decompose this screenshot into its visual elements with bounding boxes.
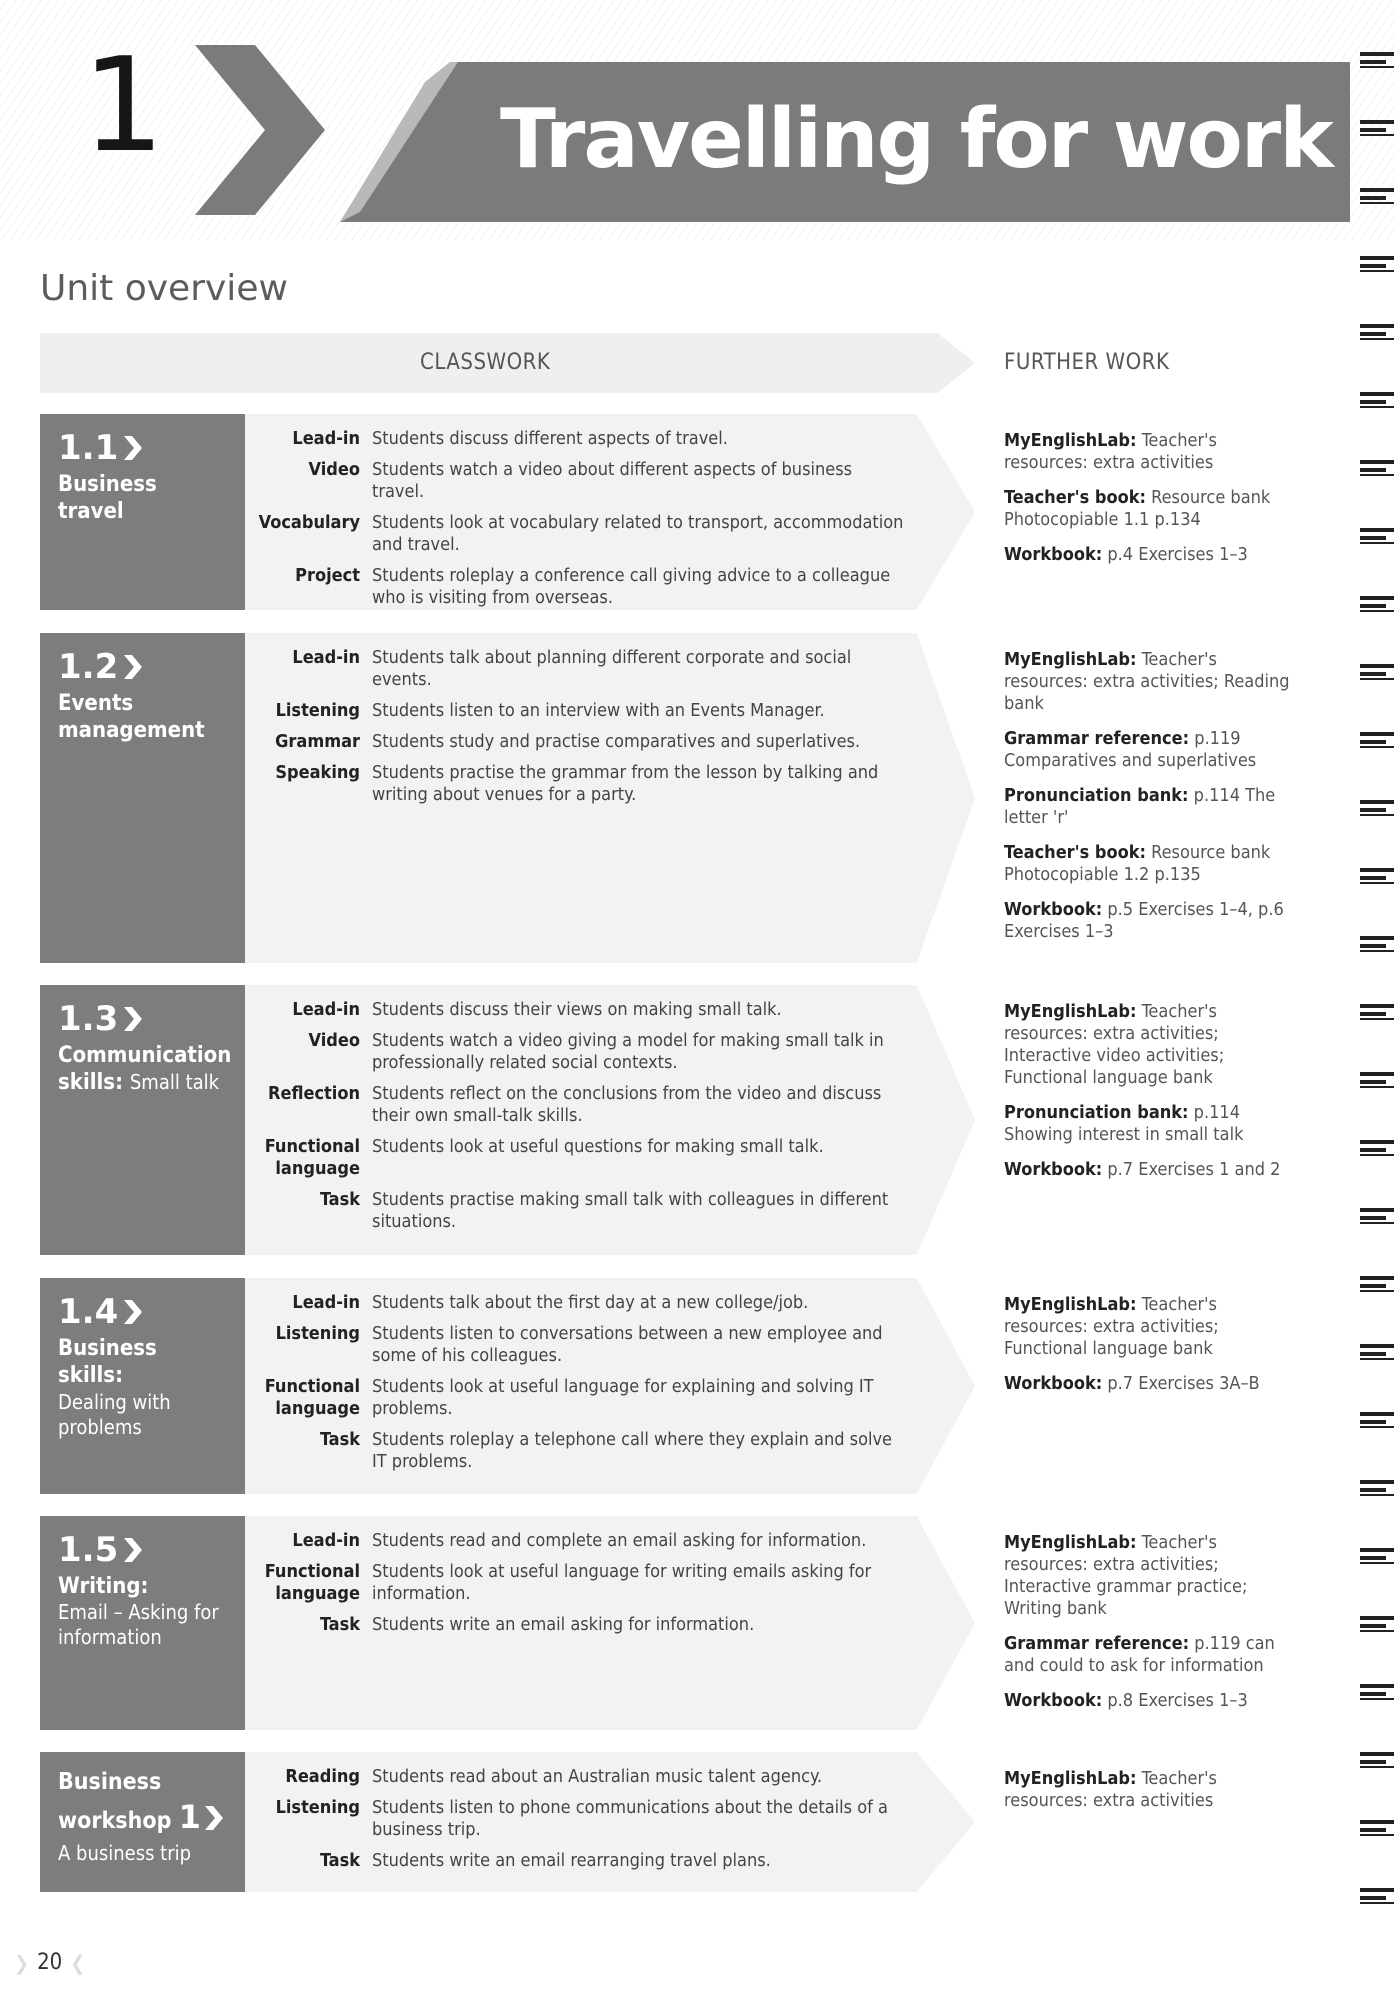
binding-mark: [1360, 1070, 1394, 1090]
section-title: Unit overview: [40, 268, 288, 309]
classwork-rows: [250, 1766, 970, 1881]
classwork-row: [250, 1136, 970, 1180]
activity-text: Students reflect on the conclusions from the video and discuss their own small-talk skills.: [372, 1083, 882, 1126]
further-work-1-2: [1004, 649, 1304, 956]
binding-mark: [1360, 1410, 1394, 1430]
classwork-row: [250, 1850, 970, 1872]
chevron-right-icon: [124, 1300, 142, 1324]
activity-text: Students write an email asking for information.: [372, 1614, 755, 1635]
classwork-rows: [250, 999, 970, 1242]
business-workshop-1: [40, 1752, 975, 1892]
activity-text: Students watch a video about different aspects of business travel.: [372, 459, 853, 502]
binding-mark: [1360, 1818, 1394, 1838]
binding-mark: [1360, 730, 1394, 750]
chevron-right-icon: [124, 1007, 142, 1031]
binding-mark: [1360, 526, 1394, 546]
further-work-1-5: [1004, 1532, 1304, 1725]
classwork-row: [250, 459, 970, 503]
classwork-row: [250, 762, 970, 806]
further-item: MyEnglishLab: Teacher's resources: extra activities; Interactive video activities; Functional language bank: [1004, 1001, 1225, 1088]
further-item: Workbook: p.5 Exercises 1–4, p.6 Exercises 1–3: [1004, 899, 1284, 942]
classwork-row: [250, 1376, 970, 1420]
binding-mark: [1360, 1478, 1394, 1498]
lesson-number: 1.2: [58, 647, 119, 687]
further-item: MyEnglishLab: Teacher's resources: extra activities: [1004, 1768, 1217, 1811]
binding-mark: [1360, 1886, 1394, 1906]
binding-mark: [1360, 1614, 1394, 1634]
binding-mark: [1360, 1274, 1394, 1294]
binding-mark: [1360, 594, 1394, 614]
further-item: Grammar reference: p.119 Comparatives and superlatives: [1004, 728, 1257, 771]
activity-text: Students roleplay a conference call giving advice to a colleague who is visiting from overseas.: [372, 565, 891, 608]
activity-label: Task: [319, 1614, 360, 1635]
classwork-row: [250, 700, 970, 722]
activity-text: Students write an email rearranging travel plans.: [372, 1850, 771, 1871]
lesson-subtitle: Email – Asking for information: [58, 1600, 219, 1650]
chevron-right-icon: [124, 655, 142, 679]
binding-mark: [1360, 50, 1394, 70]
activity-label: Task: [319, 1850, 360, 1871]
activity-text: Students watch a video giving a model for making small talk in professionally related social contexts.: [372, 1030, 884, 1073]
binding-mark: [1360, 934, 1394, 954]
classwork-row: [250, 1766, 970, 1788]
lesson-number: 1.4: [58, 1292, 119, 1332]
activity-text: Students practise making small talk with colleagues in different situations.: [372, 1189, 889, 1232]
lesson-tab: [40, 985, 245, 1255]
unit-title: Travelling for work: [500, 92, 1332, 187]
activity-label: Lead-in: [292, 428, 360, 449]
activity-label: Lead-in: [292, 999, 360, 1020]
activity-text: Students discuss different aspects of travel.: [372, 428, 728, 449]
activity-label: Functional language: [264, 1561, 360, 1604]
lesson-name: Communication skills: Small talk: [58, 1042, 232, 1096]
lesson-tab: [40, 633, 245, 963]
classwork-row: [250, 1797, 970, 1841]
activity-text: Students practise the grammar from the lesson by talking and writing about venues for a party.: [372, 762, 879, 805]
lesson-subtitle: A business trip: [58, 1840, 192, 1865]
classwork-row: [250, 1561, 970, 1605]
activity-label: Lead-in: [292, 1292, 360, 1313]
lesson-subtitle: Small talk: [129, 1070, 220, 1095]
classwork-rows: [250, 1530, 970, 1645]
further-item: Workbook: p.7 Exercises 1 and 2: [1004, 1159, 1281, 1180]
binding-mark: [1360, 1546, 1394, 1566]
binding-mark: [1360, 458, 1394, 478]
activity-label: Video: [308, 459, 360, 480]
classwork-row: [250, 1292, 970, 1314]
further-work-1-1: [1004, 430, 1304, 579]
classwork-rows: [250, 1292, 970, 1482]
lesson-1-3: [40, 985, 975, 1255]
further-item: Pronunciation bank: p.114 The letter 'r': [1004, 785, 1276, 828]
activity-text: Students listen to phone communications about the details of a business trip.: [372, 1797, 888, 1840]
activity-label: Task: [319, 1189, 360, 1210]
classwork-row: [250, 512, 970, 556]
binding-mark: [1360, 1206, 1394, 1226]
lesson-number: 1.1: [58, 428, 119, 468]
lesson-name: Business workshop 1: [58, 1768, 227, 1837]
further-work-1-4: [1004, 1294, 1304, 1408]
activity-label: Project: [295, 565, 360, 586]
activity-text: Students read about an Australian music talent agency.: [372, 1766, 823, 1787]
classwork-row: [250, 731, 970, 753]
lesson-1-1: [40, 414, 975, 610]
activity-label: Task: [319, 1429, 360, 1450]
lesson-1-4: [40, 1278, 975, 1494]
lesson-tab: [40, 1278, 245, 1494]
classwork-heading: CLASSWORK: [420, 350, 551, 375]
activity-label: Speaking: [275, 762, 360, 783]
classwork-row: [250, 999, 970, 1021]
lesson-tab: [40, 1516, 245, 1730]
chevron-right-icon: ❯: [14, 1950, 30, 1975]
further-item: MyEnglishLab: Teacher's resources: extra activities: [1004, 430, 1217, 473]
binding-mark: [1360, 866, 1394, 886]
chevron-left-icon: ❮: [70, 1950, 86, 1975]
classwork-row: [250, 1189, 970, 1233]
unit-number: 1: [82, 29, 165, 181]
lesson-name: Business skills:: [58, 1335, 157, 1389]
further-item: Teacher's book: Resource bank Photocopiable 1.1 p.134: [1004, 487, 1271, 530]
lesson-name: Business travel: [58, 471, 157, 525]
further-item: Workbook: p.8 Exercises 1–3: [1004, 1690, 1248, 1711]
binding-mark: [1360, 1750, 1394, 1770]
classwork-row: [250, 647, 970, 691]
binding-mark: [1360, 1138, 1394, 1158]
further-item: Grammar reference: p.119 can and could to ask for information: [1004, 1633, 1275, 1676]
further-work-heading: FURTHER WORK: [1004, 350, 1170, 375]
activity-label: Listening: [275, 700, 360, 721]
lesson-subtitle: Dealing with problems: [58, 1389, 171, 1439]
activity-text: Students listen to conversations between a new employee and some of his colleagues.: [372, 1323, 883, 1366]
classwork-row: [250, 1429, 970, 1473]
activity-text: Students read and complete an email asking for information.: [372, 1530, 867, 1551]
classwork-row: [250, 1083, 970, 1127]
activity-text: Students talk about planning different corporate and social events.: [372, 647, 852, 690]
classwork-row: [250, 1614, 970, 1636]
chevron-right-icon: [124, 1538, 142, 1562]
lesson-1-2: [40, 633, 975, 963]
activity-text: Students look at useful language for writing emails asking for information.: [372, 1561, 872, 1604]
lesson-number: 1.5: [58, 1530, 119, 1570]
activity-text: Students look at useful questions for making small talk.: [372, 1136, 824, 1157]
classwork-row: [250, 565, 970, 609]
activity-text: Students look at useful language for explaining and solving IT problems.: [372, 1376, 874, 1419]
classwork-row: [250, 1530, 970, 1552]
binding-mark: [1360, 1682, 1394, 1702]
activity-text: Students discuss their views on making small talk.: [372, 999, 782, 1020]
lesson-name: Writing:: [58, 1573, 149, 1599]
classwork-rows: [250, 647, 970, 815]
lesson-number: 1.3: [58, 999, 119, 1039]
unit-chevron-icon: [195, 45, 325, 215]
further-work-1-3: [1004, 1001, 1304, 1194]
classwork-rows: [250, 428, 970, 618]
activity-text: Students listen to an interview with an Events Manager.: [372, 700, 825, 721]
binding-mark: [1360, 662, 1394, 682]
binding-mark: [1360, 390, 1394, 410]
activity-text: Students roleplay a telephone call where they explain and solve IT problems.: [372, 1429, 893, 1472]
binding-mark: [1360, 1342, 1394, 1362]
further-item: Workbook: p.4 Exercises 1–3: [1004, 544, 1248, 565]
activity-text: Students talk about the first day at a new college/job.: [372, 1292, 809, 1313]
classwork-row: [250, 1030, 970, 1074]
binding-mark: [1360, 186, 1394, 206]
binding-mark: [1360, 322, 1394, 342]
activity-label: Reflection: [268, 1083, 360, 1104]
binding-mark: [1360, 1002, 1394, 1022]
activity-label: Reading: [285, 1766, 360, 1787]
further-item: MyEnglishLab: Teacher's resources: extra activities; Reading bank: [1004, 649, 1290, 714]
chevron-right-icon: [205, 1806, 223, 1830]
binding-mark: [1360, 798, 1394, 818]
lesson-tab: [40, 1752, 245, 1892]
page-number-text: 20: [37, 1950, 63, 1975]
further-work-workshop: [1004, 1768, 1304, 1825]
activity-text: Students study and practise comparatives and superlatives.: [372, 731, 861, 752]
activity-label: Lead-in: [292, 1530, 360, 1551]
page-number: [14, 1950, 85, 1975]
activity-label: Video: [308, 1030, 360, 1051]
activity-label: Listening: [275, 1797, 360, 1818]
workshop-number: 1: [178, 1797, 201, 1836]
further-item: Pronunciation bank: p.114 Showing interest in small talk: [1004, 1102, 1244, 1145]
binding-marks: [1348, 50, 1394, 1950]
classwork-row: [250, 1323, 970, 1367]
activity-text: Students look at vocabulary related to transport, accommodation and travel.: [372, 512, 904, 555]
activity-label: Grammar: [275, 731, 360, 752]
further-item: Teacher's book: Resource bank Photocopiable 1.2 p.135: [1004, 842, 1271, 885]
further-item: Workbook: p.7 Exercises 3A–B: [1004, 1373, 1260, 1394]
further-item: MyEnglishLab: Teacher's resources: extra activities; Functional language bank: [1004, 1294, 1219, 1359]
classwork-row: [250, 428, 970, 450]
binding-mark: [1360, 118, 1394, 138]
further-item: MyEnglishLab: Teacher's resources: extra activities; Interactive grammar practice; Writing bank: [1004, 1532, 1248, 1619]
binding-mark: [1360, 254, 1394, 274]
activity-label: Lead-in: [292, 647, 360, 668]
activity-label: Vocabulary: [258, 512, 360, 533]
chevron-right-icon: [124, 436, 142, 460]
activity-label: Functional language: [264, 1376, 360, 1419]
lesson-1-5: [40, 1516, 975, 1730]
activity-label: Listening: [275, 1323, 360, 1344]
lesson-tab: [40, 414, 245, 610]
lesson-name: Events management: [58, 690, 205, 744]
activity-label: Functional language: [264, 1136, 360, 1179]
